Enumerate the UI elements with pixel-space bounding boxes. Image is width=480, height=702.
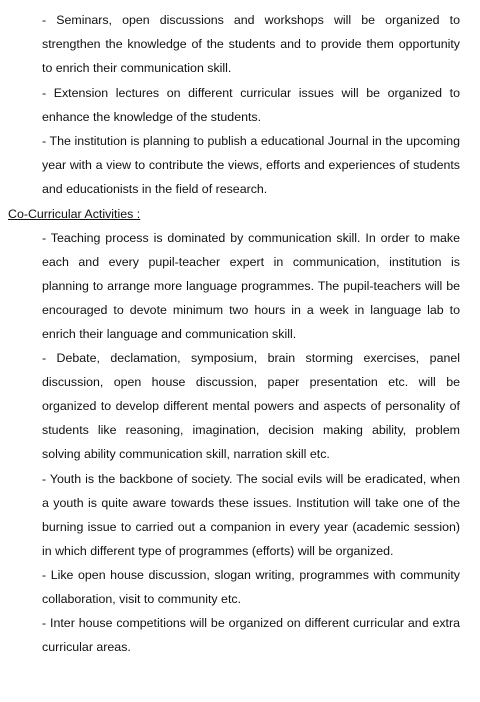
paragraph-extension-lectures: - Extension lectures on different curricular issues will be organized to enhance the knowledge of the students. [42,86,460,125]
section-heading: Co-Curricular Activities : [8,207,141,221]
paragraph-debate: - Debate, declamation, symposium, brain storming exercises, panel discussion, open house discussion, paper presentation etc. will be organized to develop different mental powers and aspects of personality of students like reasoning, imagination, decision making ability, problem solving ability communication skill, narration skill etc. [42,351,460,462]
paragraph-seminars: - Seminars, open discussions and workshops will be organized to strengthen the knowledge of the students and to provide them opportunity to enrich their communication skill. [42,13,460,76]
paragraph-open-house: - Like open house discussion, slogan writing, programmes with community collaboration, visit to community etc. [42,568,460,607]
paragraph-journal: - The institution is planning to publish a educational Journal in the upcoming year with a view to contribute the views, efforts and experiences of students and educationists in the field of research. [42,134,460,197]
paragraph-teaching-process: - Teaching process is dominated by communication skill. In order to make each and every pupil-teacher expert in communication, institution is planning to arrange more language programmes. The pupil-teachers will be encouraged to devote minimum two hours in a week in language lab to enrich their language and communication skill. [42,231,460,342]
paragraph-inter-house: - Inter house competitions will be organized on different curricular and extra curricular areas. [42,616,460,655]
paragraph-youth: - Youth is the backbone of society. The social evils will be eradicated, when a youth is quite aware towards these issues. Institution will take one of the burning issue to carried out a companion in every year (academic session) in which different type of programmes (efforts) will be organized. [42,472,460,559]
